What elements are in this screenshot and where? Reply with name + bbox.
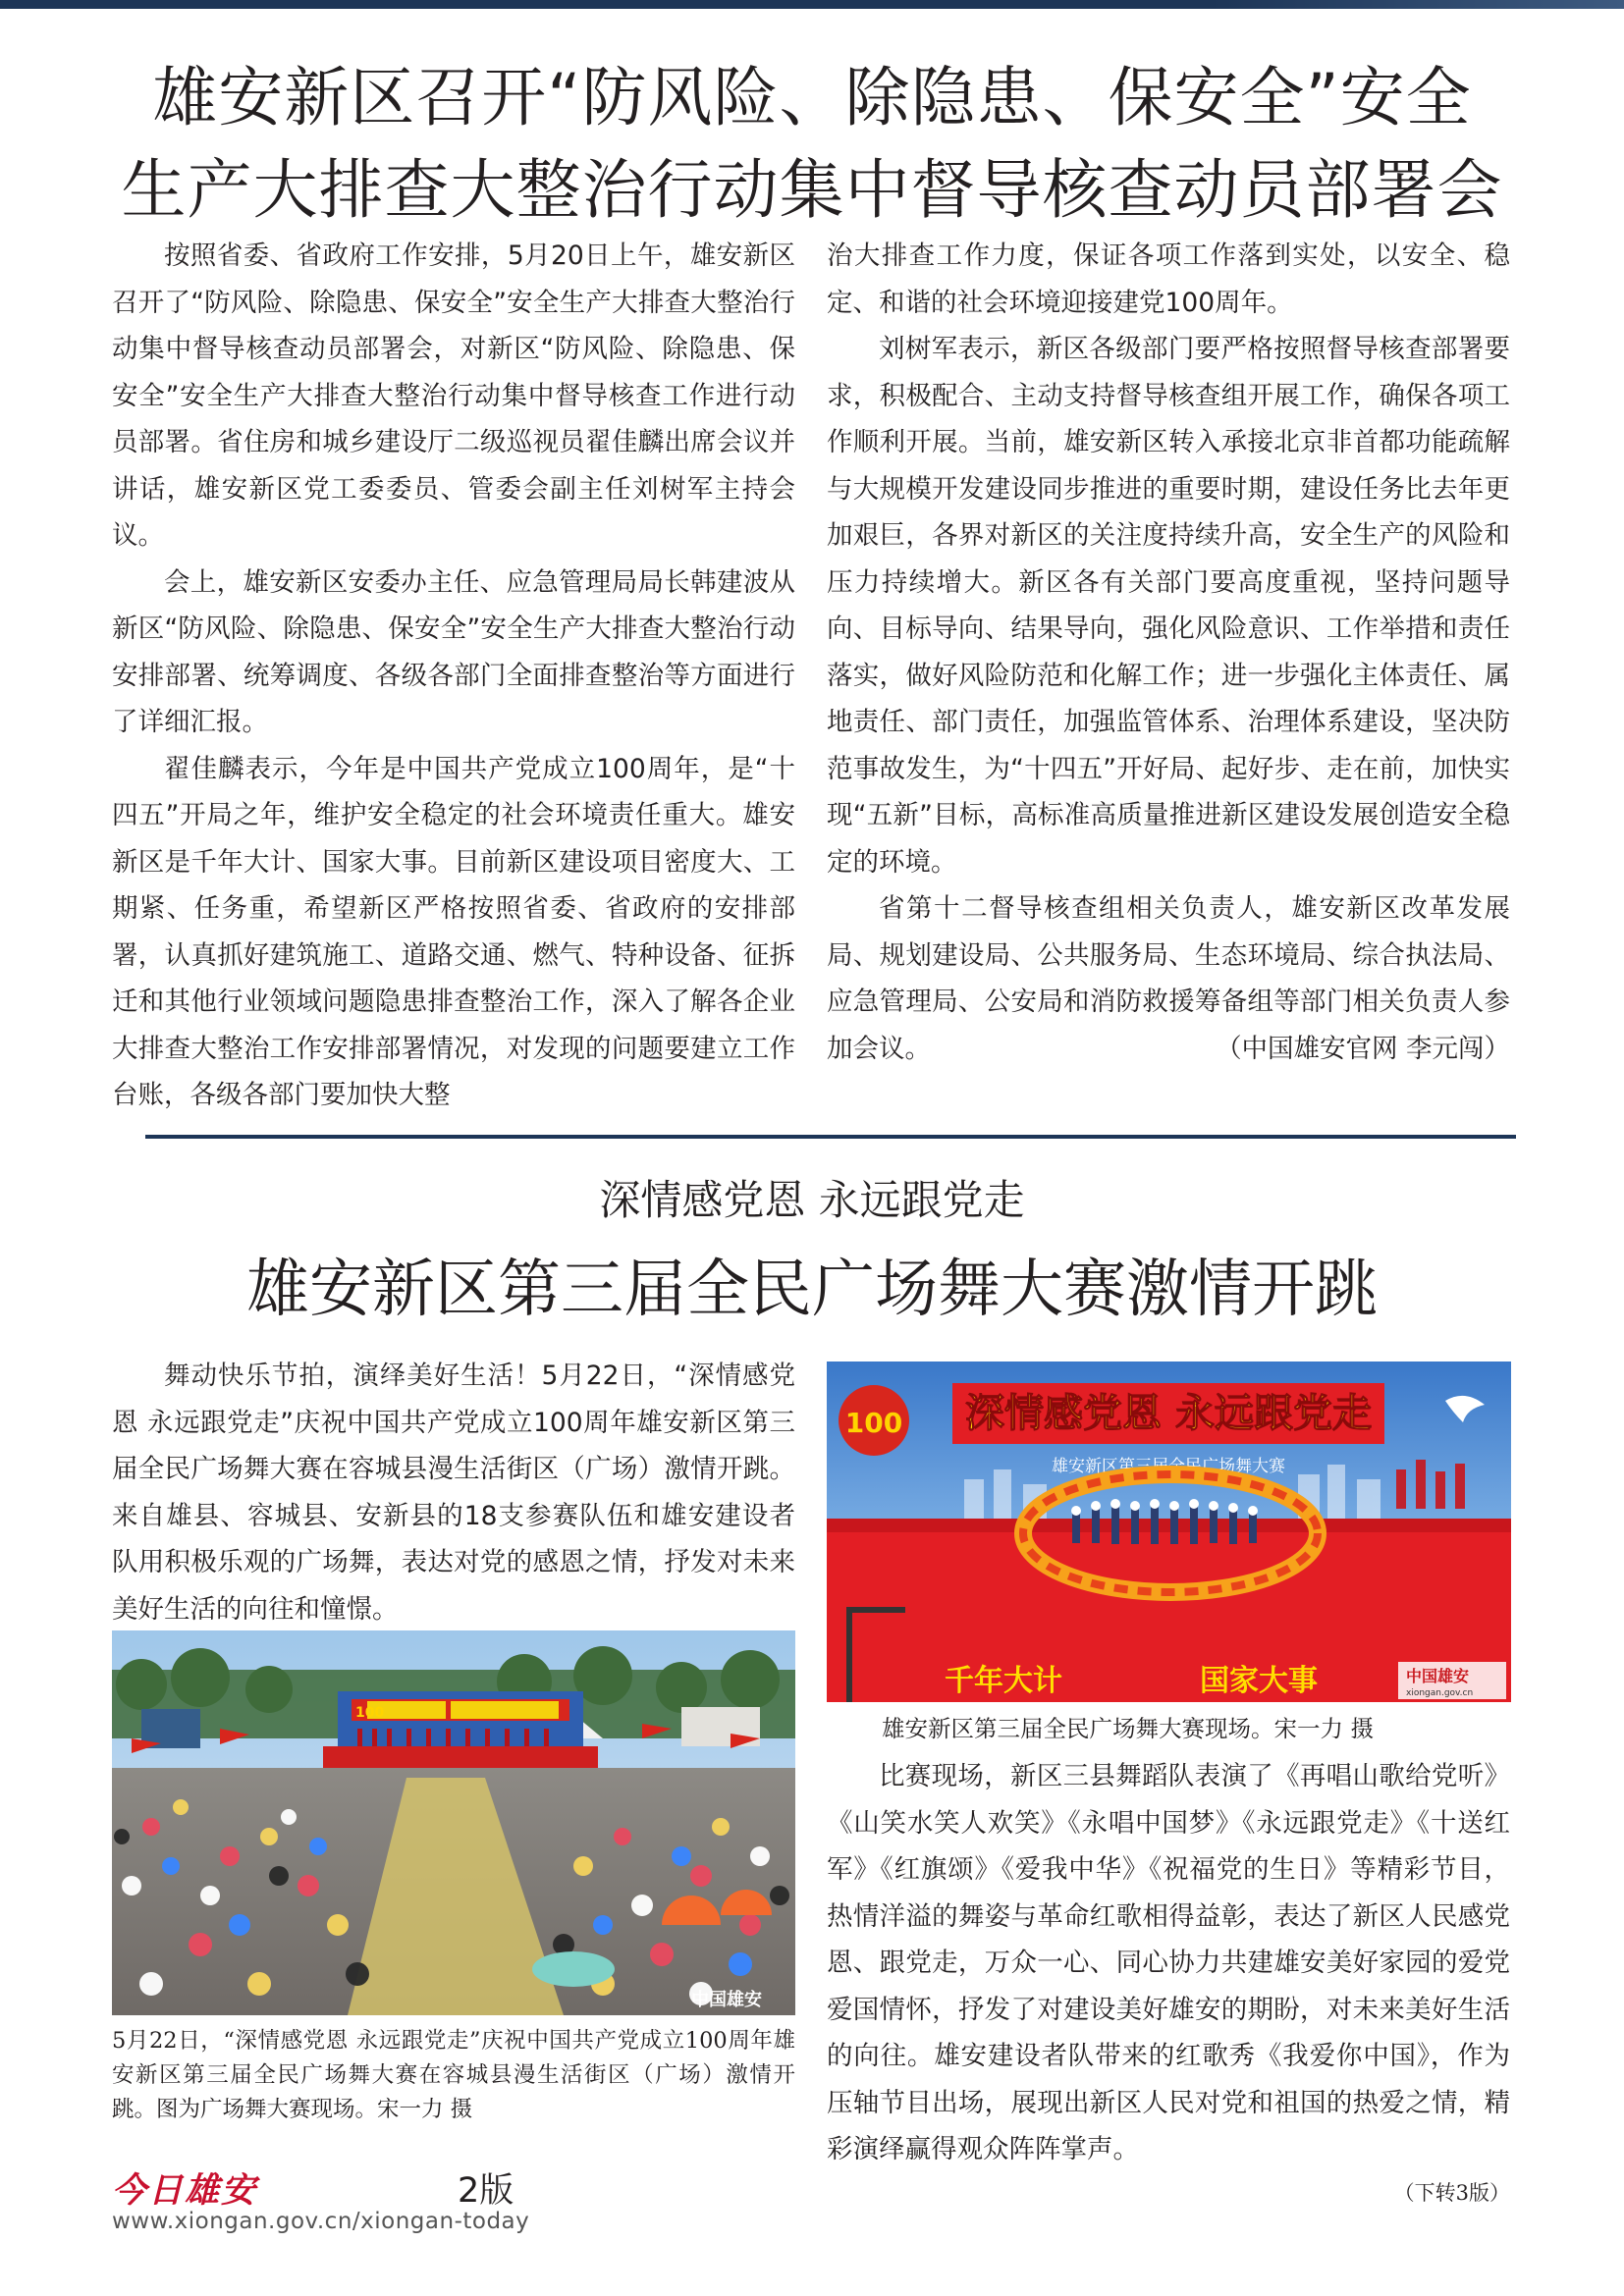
article1-headline-line1: 雄安新区召开“防风险、除隐患、保安全”安全 <box>152 60 1472 135</box>
stage-slogan-right: 国家大事 <box>1200 1664 1318 1698</box>
stage-centenary-small: 100 <box>355 1705 385 1721</box>
stage-photo-watermark-url: xiongan.gov.cn <box>1406 1688 1474 1698</box>
article1-byline: （中国雄安官网 李元闯） <box>1216 1033 1510 1064</box>
article2-right-column <box>827 1753 1510 2213</box>
section-divider <box>145 1135 1516 1139</box>
page-number: 2版 <box>458 2171 514 2211</box>
stage-photo <box>827 1362 1511 1702</box>
article1-paragraph <box>827 885 1510 1072</box>
article1-last-paragraph-text: 省第十二督导核查组相关负责人，雄安新区改革发展局、规划建设局、公共服务局、生态环境局、综合执法局、应急管理局、公安局和消防救援筹备组等部门相关负责人参加会议。 <box>827 893 1510 1064</box>
article1-continuation: 治大排查工作力度，保证各项工作落到实处，以安全、稳定、和谐的社会环境迎接建党100周年。 <box>827 240 1510 318</box>
continued-note: （下转3版） <box>1393 2180 1510 2205</box>
article2-intro-paragraph: 舞动快乐节拍，演绎美好生活！5月22日，“深情感党恩 永远跟党走”庆祝中国共产党成立100周年雄安新区第三届全民广场舞大赛在容城县漫生活街区（广场）激情开跳。来自雄县、容城县、安新县的18支参赛队伍和雄安建设者队用积极乐观的广场舞，表达对党的感恩之情，抒发对未来美好生活的向往和憧憬。 <box>112 1361 795 1625</box>
article2-kicker: 深情感党恩 永远跟党走 <box>599 1176 1025 1224</box>
article1-paragraph: 会上，雄安新区安委办主任、应急管理局局长韩建波从新区“防风险、除隐患、保安全”安全生产大排查大整治行动安排部署、统筹调度、各级各部门全面排查整治等方面进行了详细汇报。 <box>112 566 795 737</box>
article1-right-column <box>827 233 1510 1072</box>
stage-slogan-left: 千年大计 <box>945 1664 1062 1698</box>
crowd-photo <box>112 1630 795 2015</box>
article1-headline-line2: 生产大排查大整治行动集中督导核查动员部署会 <box>121 152 1503 228</box>
stage-photo-watermark: 中国雄安 <box>1406 1667 1470 1685</box>
article2-intro-column <box>112 1353 795 1632</box>
stage-subtitle: 雄安新区第三届全民广场舞大赛 <box>1052 1457 1285 1476</box>
crowd-photo-caption: 5月22日，“深情感党恩 永远跟党走”庆祝中国共产党成立100周年雄安新区第三届全民广场舞大赛在容城县漫生活街区（广场）激情开跳。图为广场舞大赛现场。宋一力 摄 <box>112 2028 795 2122</box>
article2-headline: 雄安新区第三届全民广场舞大赛激情开跳 <box>246 1254 1378 1326</box>
stage-centenary: 100 <box>844 1407 903 1439</box>
article1-paragraph: 按照省委、省政府工作安排，5月20日上午，雄安新区召开了“防风险、除隐患、保安全”安全生产大排查大整治行动集中督导核查动员部署会，对新区“防风险、除隐患、保安全”安全生产大排查大整治行动集中督导核查工作进行动员部署。省住房和城乡建设厅二级巡视员翟佳麟出席会议并讲话，雄安新区党工委委员、管委会副主任刘树军主持会议。 <box>112 240 795 551</box>
top-color-bar <box>0 0 1624 9</box>
footer-logo: 今日雄安 <box>112 2170 258 2211</box>
stage-banner: 深情感党恩 永远跟党走 <box>965 1391 1372 1436</box>
footer-url[interactable]: www.xiongan.gov.cn/xiongan-today <box>112 2209 530 2234</box>
article2-right-paragraph: 比赛现场，新区三县舞蹈队表演了《再唱山歌给党听》《山笑水笑人欢笑》《永唱中国梦》《永远跟党走》《十送红军》《红旗颂》《爱我中华》《祝福党的生日》等精彩节目，热情洋溢的舞姿与革命红歌相得益彰，表达了新区人民感党恩、跟党走，万众一心、同心协力共建雄安美好家园的爱党爱国情怀，抒发了对建设美好雄安的期盼，对未来美好生活的向往。雄安建设者队带来的红歌秀《我爱你中国》，作为压轴节目出场，展现出新区人民对党和祖国的热爱之情，精彩演绎赢得观众阵阵掌声。 <box>827 1761 1510 2164</box>
crowd-photo-watermark: 中国雄安 <box>691 1990 762 2010</box>
stage-photo-caption: 雄安新区第三届全民广场舞大赛现场。宋一力 摄 <box>882 1715 1374 1742</box>
article1-paragraph: 翟佳麟表示，今年是中国共产党成立100周年，是“十四五”开局之年，维护安全稳定的社会环境责任重大。雄安新区是千年大计、国家大事。目前新区建设项目密度大、工期紧、任务重，希望新区严格按照省委、省政府的安排部署，认真抓好建筑施工、道路交通、燃气、特种设备、征拆迁和其他行业领域问题隐患排查整治工作，深入了解各企业大排查大整治工作安排部署情况，对发现的问题要建立工作台账，各级各部门要加快大整 <box>112 753 795 1110</box>
article1-paragraph: 刘树军表示，新区各级部门要严格按照督导核查部署要求，积极配合、主动支持督导核查组开展工作，确保各项工作顺利开展。当前，雄安新区转入承接北京非首都功能疏解与大规模开发建设同步推进的重要时期，建设任务比去年更加艰巨，各界对新区的关注度持续升高，安全生产的风险和压力持续增大。新区各有关部门要高度重视，坚持问题导向、目标导向、结果导向，强化风险意识、工作举措和责任落实，做好风险防范和化解工作；进一步强化主体责任、属地责任、部门责任，加强监管体系、治理体系建设，坚决防范事故发生，为“十四五”开好局、起好步、走在前，加快实现“五新”目标，高标准高质量推进新区建设发展创造安全稳定的环境。 <box>827 334 1510 878</box>
article1-left-column <box>112 233 795 1119</box>
